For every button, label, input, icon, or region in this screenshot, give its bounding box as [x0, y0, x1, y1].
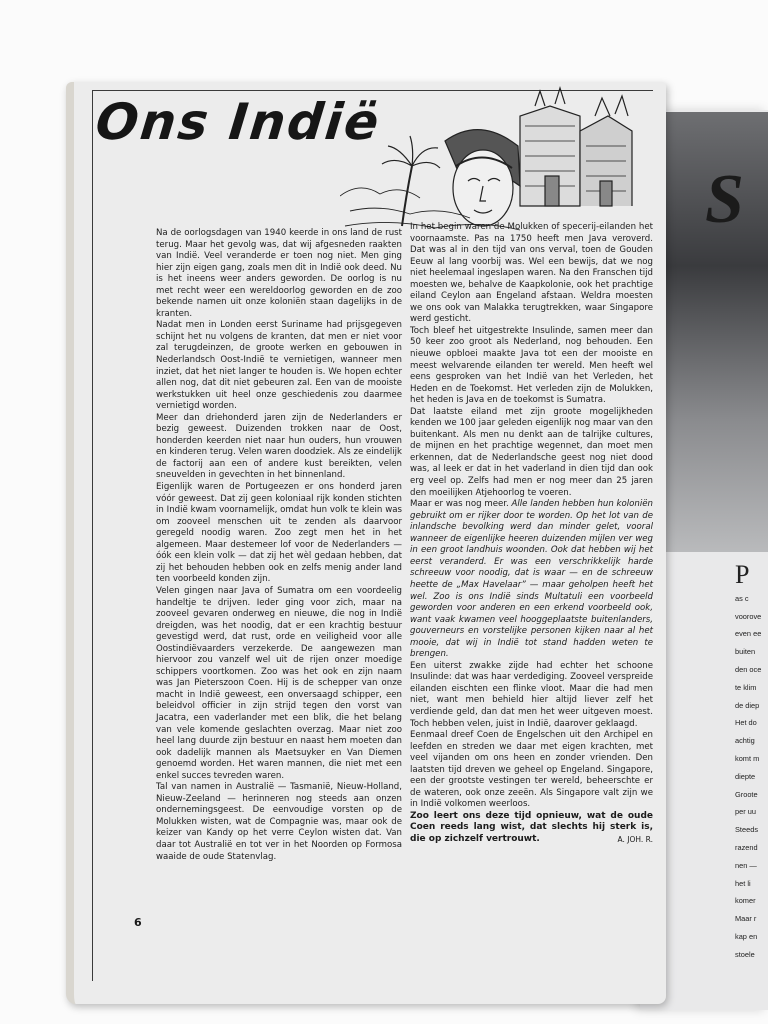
temple-ruins-icon	[520, 88, 632, 206]
palm-tree-icon	[382, 136, 440, 226]
left-paragraph: Nadat men in Londen eerst Suriname had prijsgegeven schijnt het nu volgens de kranten, dat men er niet voor zal terugdeinzen, de groote werken en gebouwen in Nederlandsch Oost-Indië te vernietigen, wanneer men inziet, dat het niet langer te houden is. We hopen echter allen nog, dat dit niet gebeuren zal. Een van de mooiste werkstukken uit heel onze geschiedenis zou daarmee vernietigd worden.	[156, 320, 402, 412]
left-paragraph: Tal van namen in Australië — Tasmanië, Nieuw-Holland, Nieuw-Zeeland — herinneren nog steeds aan onzen ondernemingsgeest. De eenvoudige vorsten op de Molukken wisten, wat de Compagnie was, maar ook de keizer van Kandy op het verre Ceylon wisten dat. Van daar tot Australië en tot ver in het Noorden op Formosa waaide de oude Statenvlag.	[156, 782, 402, 862]
next-page-line: de diep	[735, 700, 760, 710]
next-page-line: per uu	[735, 807, 756, 817]
article-left-column	[156, 228, 402, 863]
next-page-line: kap en	[735, 931, 758, 941]
next-page-line: even ee	[735, 629, 762, 639]
page-number: 6	[134, 916, 142, 929]
header-illustration	[340, 86, 660, 236]
next-page-line: den oce	[735, 664, 762, 674]
right-paragraph: Dat laatste eiland met zijn groote mogelijkheden kenden we 100 jaar geleden eigenlijk nog maar van den buitenkant. Als men nu denkt aan de talrijke cultures, de mijnen en het prachtige wegennet, dan moet men erkennen, dat de Nederlandsche geest nog niet dood was, al leek er dat in het vaderland in dien tijd dan ook erg veel op. Zelfs had men er nog meer dan 25 jaren den moeilijken Atjehoorlog te voeren.	[410, 406, 653, 498]
next-page-line: achtig	[735, 736, 755, 746]
author-signature: A. JOH. R.	[617, 834, 653, 844]
left-paragraph: Na de oorlogsdagen van 1940 keerde in ons land de rust terug. Maar het gevolg was, dat wij afgesneden raakten van Indië. Veel veranderde er toen nog niet. Men ging hier zijn eigen gang, zoals men dit in Indië ook deed. Nu is het ineens weer anders geworden. De oorlog is nu met recht weer een wereldoorlog geworden en de zoo bekende namen uit onze koloniën staan dagelijks in de kranten.	[156, 228, 402, 319]
right-paragraph: Toch bleef het uitgestrekte Insulinde, samen meer dan 50 keer zoo groot als Nederland, nog behouden. Een nieuwe opbloei maakte Java tot een der mooiste en meest welvarende eilanden ter wereld. Men heeft wel eens gesproken van het Indië van het Verleden, het Heden en de Toekomst. Het verleden zijn de Molukken, het heden is Java en de toekomst is Sumatra.	[410, 325, 653, 406]
left-paragraph: Velen gingen naar Java of Sumatra om een voordeelig handeltje te drijven. Ieder ging voor zich, maar na zooveel gevaren onderweg en nieuwe, die nog in Indië dreigden, was het noodig, dat er een krachtig bestuur gevestigd werd, dat rust, orde en veiligheid voor alle Oostindiëvaarders verzekerde. De aangewezen man hiervoor zou vanzelf wel uit de rijen onzer moedige schippers voortkomen. Zoo was het ook en zijn naam was Jan Pieterszoon Coen. Hij is de schepper van onze macht in Indië geweest, een onversaagd schipper, een beleidvol officier in zijn strijd tegen den vorst van Jacatra, een vaderlander met een blik, die het belang van vele komende geslachten overzag. Maar niet zoo heel lang duurde zijn bestuur en naast hem moeten dan ook dadelijk mannen als Maetsuyker en Van Diemen genoemd worden. Het waren mannen, die niet met een enkel succes tevreden waren.	[156, 585, 402, 781]
paragraph-defence: Een uiterst zwakke zijde had echter het schoone Insulinde: dat was haar verdediging. Zooveel verspreide eilanden eischten een flinke vloot. Maar die had men niet, want men behield hier altijd liever zelf het verdiende geld, dan dat men het weer uitgeven moest. Toch hebben velen, juist in Indië, daarover geklaagd.	[410, 660, 653, 729]
page-title: Ons Indië	[92, 93, 384, 151]
next-page-line: buiten	[735, 647, 756, 657]
next-page-line: Het do	[735, 718, 757, 728]
next-page-line: komer	[735, 896, 756, 906]
next-page-line: komt m	[735, 753, 760, 763]
next-page-line: as c	[735, 593, 749, 603]
next-page-line: Maar r	[735, 914, 757, 924]
next-page-line: Steeds	[735, 825, 759, 835]
next-page-lines	[735, 590, 768, 964]
next-page-line: razend	[735, 842, 758, 852]
right-paragraph: In het begin waren de Molukken of specerij-eilanden het voornaamste. Pas na 1750 heeft men Java veroverd. Dat was al in den tijd van ons verval, toen de Gouden Eeuw al lang voorbij was. Wel een bewijs, dat we nog niet heelemaal ingeslapen waren. Na den Franschen tijd moesten we, behalve de Kaapkolonie, ook het prachtige eiland Ceylon aan Engeland afstaan. Weldra moesten we ons ook van Malakka terugtrekken, waar Singapore werd gesticht.	[410, 222, 653, 325]
next-page-line: Groote	[735, 789, 758, 799]
next-page-line: diepte	[735, 771, 756, 781]
closing-statement: Zoo leert ons deze tijd opnieuw, wat de oude Coen reeds lang wist, dat slechts hij sterk is, die op zichzelf vertrouwt. A. JOH. R.	[410, 810, 653, 844]
next-page-line: het li	[735, 878, 751, 888]
left-paragraph: Meer dan driehonderd jaren zijn de Nederlanders er bezig geweest. Duizenden trokken naar de Oost, honderden keerden niet naar hun ouders, hun vrouwen en kinderen terug. Velen waren doodziek. Als ze eindelijk de factorij aan een of andere kust bereikten, velen sneuvelden in gevechten in het binnenland.	[156, 412, 402, 481]
paragraph-multatuli: Maar er was nog meer. Alle landen hebben hun koloniën gebruikt om er rijker door te worden. Op het lot van de inlandsche bevolking werd dan minder gelet, vooral wanneer de eigenlijke heeren duizenden mijlen ver weg in een groot landhuis woonden. Ook dat hebben wij het eerst veranderd. Er was een verschrikkelijk harde schreeuw voor noodig, dat is waar — en de schreeuw heette de „Max Havelaar” — maar geholpen heeft het wel. Zoo is ons Indië sinds Multatuli een voorbeeld geworden voor anderen en een erkend voorbeeld ook, want vaak kwamen veel hooggeplaatste buitenlanders, gouverneurs en vorstelijke personen kijken naar al het mooie, dat wij in Indië tot stand hadden weten te brengen.	[410, 499, 653, 660]
face-portrait-icon	[445, 130, 520, 226]
next-page-text	[735, 560, 768, 964]
article-right-column	[410, 222, 653, 846]
next-page-heading: S	[705, 161, 740, 238]
left-paragraph: Eigenlijk waren de Portugeezen er ons honderd jaren vóór geweest. Dat zij geen koloniaal rijk konden stichten in Indië kwam voornamelijk, omdat hun volk te klein was om zooveel menschen uit te zenden als daarvoor geregeld noodig waren. Zoo zegt men het in het algemeen. Maar destemeer lof voor de Nederlanders — óók een klein volk — dat zij het wèl gedaan hebben, dat zij het behouden hebben ook en zelfs menig ander land ten voorbeeld konden zijn.	[156, 482, 402, 585]
next-page-line: nen —	[735, 860, 757, 870]
right-paragraphs	[410, 222, 653, 499]
next-page-dropcap: P	[735, 560, 750, 589]
next-page-line: te klim	[735, 682, 757, 692]
paragraph-coen: Eenmaal dreef Coen de Engelschen uit den Archipel en leefden en streden we daar met eigen krachten, met veel vijanden om ons heen en zonder vrienden. Den laatsten tijd dreven we geheel op Engeland. Singapore, een der grootste vestingen ter wereld, beheerschte er de wateren, ook onze zeeën. Als Singapore valt zijn we in Indië volkomen weerloos.	[410, 730, 653, 810]
next-page-line: stoele	[735, 949, 755, 959]
next-page-line: voorove	[735, 611, 762, 621]
